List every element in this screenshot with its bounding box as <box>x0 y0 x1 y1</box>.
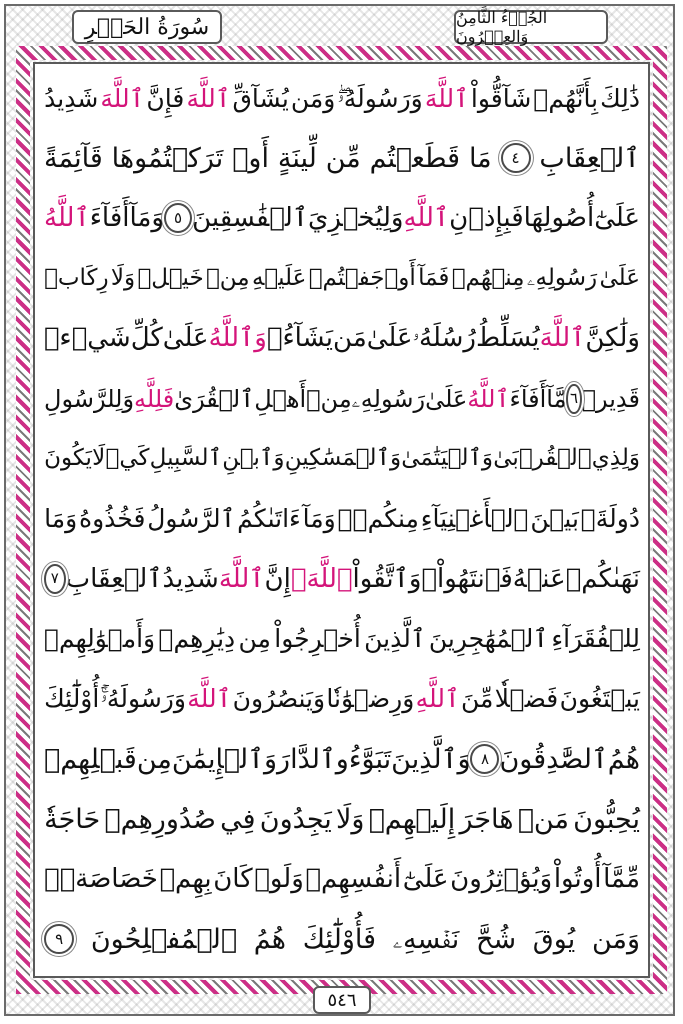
verse-word: أَفَآءَ <box>89 203 130 234</box>
verse-word: ٱلۡقُرَىٰ <box>174 384 255 413</box>
verse-word: عَلَىٰ <box>366 323 413 354</box>
verse-word: ءَاتَىٰكُمُ <box>237 504 301 534</box>
verse-word: شَدِيدُ <box>44 83 99 113</box>
verse-word: يَجِدُونَ <box>259 803 332 835</box>
verse-word: قَآئِمَةً <box>44 142 103 174</box>
verse-line <box>44 849 640 909</box>
verse-word: دُولَةَۢ <box>580 504 640 534</box>
divine-name-word: ٱللَّهَ <box>100 83 145 113</box>
verse-word: وَرَسُولَهُۥٓۚ <box>100 684 186 714</box>
verse-word: وَمَن <box>591 923 640 955</box>
verse-word: كَيۡ <box>105 445 150 472</box>
verse-line <box>44 489 640 549</box>
verse-line <box>44 128 640 188</box>
verse-line <box>44 248 640 308</box>
verse-word: إِلَيۡهِمۡ <box>368 803 456 835</box>
verse-word: كُلِّ <box>130 323 163 354</box>
verse-word: فَٱنتَهُواْۚ <box>421 563 513 594</box>
verse-line <box>44 609 640 669</box>
verse-word: عَلَيۡهِ <box>251 264 307 291</box>
verse-word: فَضۡلٗا <box>494 684 559 714</box>
verse-word: مَا <box>468 142 492 174</box>
ayah-end-circle-icon: ٤ <box>501 143 531 173</box>
verse-word: رَسُولِهِۦ <box>351 384 426 413</box>
verse-word: وَلَا <box>110 264 136 291</box>
verse-word: وَلَا <box>335 803 365 835</box>
verse-word: لَا <box>92 445 106 472</box>
verse-word: بِهِمۡ <box>159 864 212 895</box>
verse-line <box>44 68 640 128</box>
verse-word: خَصَاصَةٞۚ <box>44 864 158 895</box>
verse-word: ٱلَّذِينَ <box>364 624 426 654</box>
verse-word: نَفۡسِهِۦ <box>392 923 460 955</box>
page-number: ٥٤٦ <box>327 989 357 1011</box>
verse-word: مِّمَّآ <box>603 864 640 895</box>
verse-word: كَانَ <box>213 864 253 895</box>
divine-name-word: ٱللَّهَ <box>187 684 232 714</box>
divine-name-word: ٱللَّهِ <box>415 684 460 714</box>
ayah-end-circle-icon: ٦ <box>566 384 581 414</box>
verse-word: ٱلدَّارَ <box>277 743 336 775</box>
verse-word: فَمَآ <box>418 264 450 291</box>
verse-word: وَلِيُخۡزِيَ <box>308 203 404 234</box>
verse-word: يَكُونَ <box>44 445 92 472</box>
verse-word: إِنَّ <box>264 563 291 594</box>
verse-word: رَسُولِهِۦ <box>526 264 598 291</box>
verse-word: عَلَىٰ <box>162 323 209 354</box>
verse-word: شَيۡءٖ <box>43 323 131 354</box>
juz-name: الجُزۡءُ الثَّامِنُ وَالعِشۡرُونَ <box>456 8 548 46</box>
verse-word: أَهۡلِ <box>254 384 307 413</box>
divine-name-word: فَلِلَّهِ <box>134 384 175 413</box>
surah-name: سُورَةُ الحَشۡرِ <box>84 14 210 40</box>
surah-name-header <box>72 10 222 44</box>
verse-word: قَطَعۡتُم <box>369 142 461 174</box>
verse-word: عَلَىٰ <box>599 264 640 291</box>
verse-word: تَبَوَّءُو <box>335 743 392 775</box>
verse-word: أُوْلَٰٓئِكَ <box>44 684 100 714</box>
verse-line <box>44 669 640 729</box>
verse-word: مَن <box>333 323 367 354</box>
verse-word: نَهَىٰكُمۡ <box>565 563 640 594</box>
divine-name-word: ٱللَّهِ <box>403 203 450 234</box>
verse-word: وَأَمۡوَٰلِهِمۡ <box>44 624 156 654</box>
verse-word: مِنۡ <box>206 264 250 291</box>
divine-name-word: ٱللَّهَ <box>218 563 265 594</box>
ayah-end-circle-icon: ٨ <box>470 744 499 774</box>
verse-line <box>44 789 640 849</box>
page-number-box <box>313 986 371 1014</box>
verse-text-area <box>44 68 640 970</box>
verse-word: صُدُورِهِمۡ <box>104 803 216 835</box>
verse-word: ٱلۡمُفۡلِحُونَ <box>90 923 238 955</box>
verse-line <box>44 368 640 428</box>
verse-word: ٱلسَّبِيلِ <box>149 445 222 472</box>
verse-word: هَاجَرَ <box>459 803 514 835</box>
verse-word: حَاجَةٗ <box>44 803 101 835</box>
verse-word: ٱلرَّسُولُ <box>147 504 236 534</box>
verse-line <box>44 909 640 969</box>
verse-word: مِّن <box>325 142 361 174</box>
verse-word: عَلَىٰٓ <box>594 203 640 234</box>
verse-word: عَلَىٰٓ <box>402 864 449 895</box>
verse-word: وَٱلَّذِينَ <box>391 743 471 775</box>
verse-word: وَرِضۡوَٰنٗا <box>326 684 415 714</box>
verse-word: خَيۡلٖ <box>137 264 204 291</box>
verse-word: لِّينَةٍ <box>277 142 317 174</box>
verse-word: يُسَلِّطُ <box>475 323 540 354</box>
verse-word: مِن <box>136 743 172 775</box>
verse-word: وَٱلۡيَتَٰمَىٰ <box>401 445 494 472</box>
verse-word: رُسُلَهُۥ <box>412 323 476 354</box>
verse-word: وَلَوۡ <box>254 864 304 895</box>
verse-word: وَٱبۡنِ <box>222 445 285 472</box>
ayah-end-circle-icon: ٧ <box>44 564 66 594</box>
verse-word: فَإِنَّ <box>146 83 185 113</box>
verse-word: يُوقَ <box>532 923 576 955</box>
verse-word: وَيَنصُرُونَ <box>232 684 326 714</box>
verse-word: وَمَن <box>290 83 336 113</box>
verse-word: بَيۡنَ <box>530 504 579 534</box>
divine-name-word: ٱللَّهَۖ <box>290 563 353 594</box>
verse-word: أَوۡ <box>232 142 269 174</box>
divine-name-word: ٱللَّهَ <box>186 83 231 113</box>
verse-word: أَنفُسِهِمۡ <box>305 864 402 895</box>
verse-word: فَبِإِذۡنِ <box>449 203 524 234</box>
verse-word: أُوتُواْ <box>553 864 602 895</box>
ayah-end-circle-icon: ٥ <box>164 203 192 233</box>
verse-word: وَٱلۡإِيمَٰنَ <box>171 743 278 775</box>
verse-line <box>44 308 640 368</box>
verse-word: قَبۡلِهِمۡ <box>44 743 137 775</box>
verse-word: مِنكُمۡۚ <box>337 504 419 534</box>
verse-word: وَلِلرَّسُولِ <box>44 384 135 413</box>
verse-word: ٱلۡعِقَابِ <box>65 563 163 594</box>
divine-name-word: ٱللَّهُ <box>467 384 510 413</box>
verse-word: عَلَىٰ <box>425 384 468 413</box>
verse-word: ٱلۡأَغۡنِيَآءِ <box>420 504 529 534</box>
verse-word: فَخُذُوهُ <box>79 504 146 534</box>
divine-name-word: ٱللَّهَ <box>424 83 469 113</box>
verse-word: وَمَآ <box>302 504 336 534</box>
divine-name-word: وَٱللَّهُ <box>208 323 267 354</box>
verse-line <box>44 549 640 609</box>
verse-word: عَنۡهُ <box>512 563 566 594</box>
verse-word: ٱلصَّٰدِقُونَ <box>499 743 608 775</box>
verse-word: يُحِبُّونَ <box>573 803 640 835</box>
verse-word: مِن <box>238 624 271 654</box>
verse-word: وَٱلۡمَسَٰكِينِ <box>284 445 402 472</box>
divine-name-word: ٱللَّهَ <box>539 323 586 354</box>
verse-word: فَأُوْلَٰٓئِكَ <box>302 923 377 955</box>
verse-word: هُمُ <box>253 923 286 955</box>
verse-word: وَيُؤۡثِرُونَ <box>450 864 553 895</box>
ayah-end-circle-icon: ٩ <box>44 924 74 954</box>
verse-word: وَٱتَّقُواْ <box>352 563 422 594</box>
verse-word: دِيَٰرِهِمۡ <box>158 624 236 654</box>
verse-word: شُحَّ <box>476 923 517 955</box>
verse-word: مِنۡ <box>306 384 352 413</box>
verse-word: أَوۡجَفۡتُمۡ <box>308 264 416 291</box>
verse-word: يَبۡتَغُونَ <box>559 684 640 714</box>
verse-word: ٱلۡفَٰسِقِينَ <box>192 203 309 234</box>
verse-word: مَنۡ <box>517 803 569 835</box>
verse-word: ٱلۡقُرۡبَىٰ <box>493 445 592 472</box>
verse-word: شَآقُّواْ <box>470 83 532 113</box>
verse-line <box>44 729 640 789</box>
verse-word: وَرَسُولَهُۥۖ <box>337 83 423 113</box>
verse-word: أُصُولِهَا <box>523 203 595 234</box>
verse-word: هُمُ <box>607 743 640 775</box>
divine-name-word: ٱللَّهُ <box>44 203 90 234</box>
verse-word: وَلِذِي <box>591 445 640 472</box>
verse-word: مَّآ <box>546 384 567 413</box>
verse-word: يُشَآقِّ <box>232 83 289 113</box>
verse-word: ٱلۡمُهَٰجِرِينَ <box>428 624 548 654</box>
verse-word: أَفَآءَ <box>509 384 547 413</box>
verse-word: لِلۡفُقَرَآءِ <box>551 624 640 654</box>
verse-word: تَرَكۡتُمُوهَا <box>111 142 224 174</box>
verse-word: مِّنَ <box>460 684 494 714</box>
verse-word: أُخۡرِجُواْ <box>274 624 361 654</box>
verse-word: شَدِيدُ <box>162 563 219 594</box>
verse-word: يَشَآءُۚ <box>266 323 334 354</box>
verse-word: مِنۡهُمۡ <box>451 264 525 291</box>
verse-word: بِأَنَّهُمۡ <box>533 83 599 113</box>
juz-name-header <box>454 10 608 44</box>
verse-line <box>44 188 640 248</box>
verse-word: ٱلۡعِقَابِ <box>539 142 640 174</box>
verse-word: وَلَٰكِنَّ <box>585 323 640 354</box>
verse-line <box>44 429 640 489</box>
verse-word: وَمَآ <box>129 203 164 234</box>
verse-word: ذَٰلِكَ <box>600 83 640 113</box>
verse-word: فِي <box>220 803 256 835</box>
verse-word: قَدِيرٞ <box>581 384 640 413</box>
verse-word: وَمَا <box>44 504 78 534</box>
verse-word: رِكَابٖ <box>44 264 109 291</box>
